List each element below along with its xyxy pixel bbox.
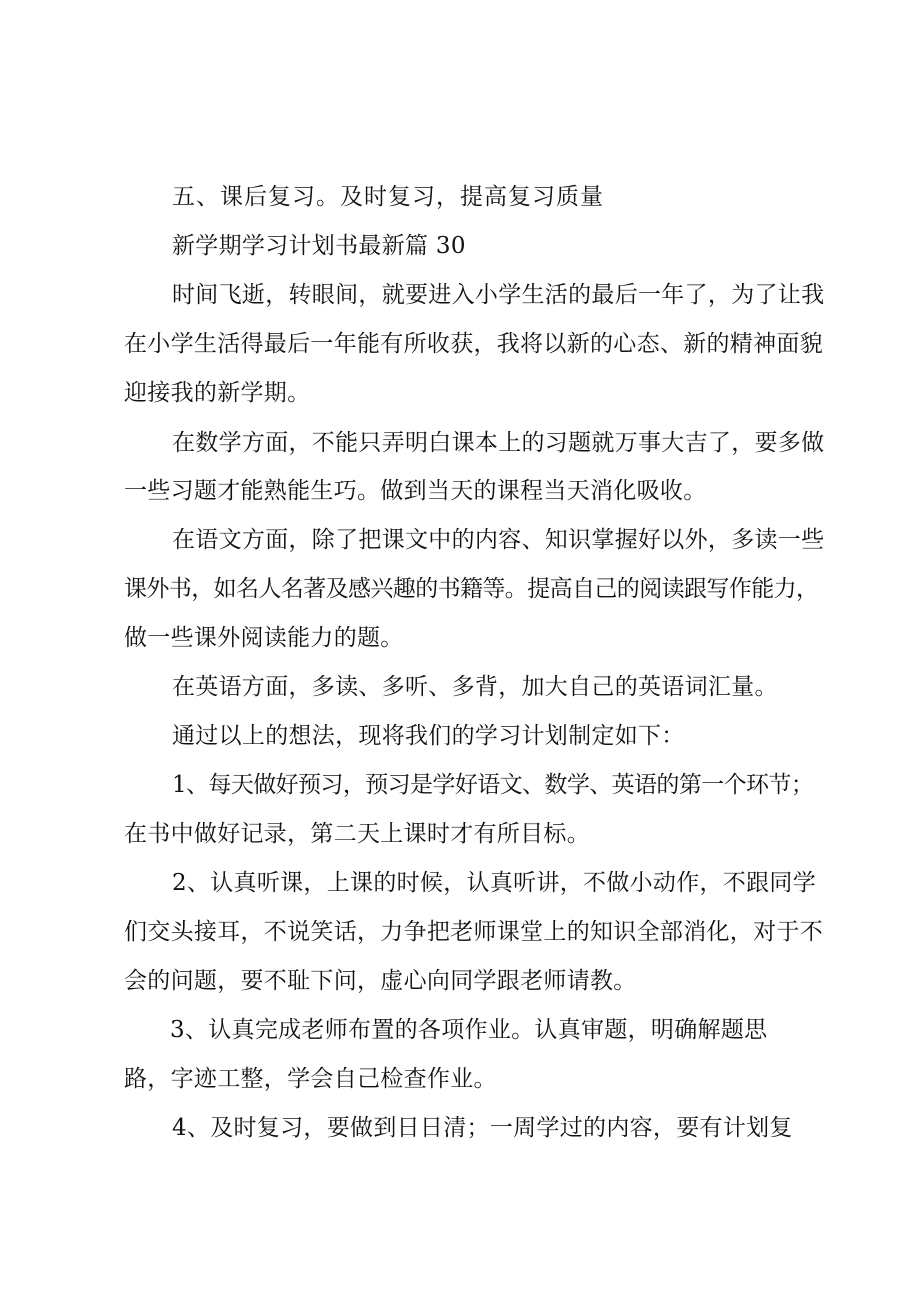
paragraph-chinese-line-1: 在语文方面，除了把课文中的内容、知识掌握好以外，多读一些 bbox=[172, 527, 825, 553]
paragraph-intro-line-2: 在小学生活得最后一年能有所收获，我将以新的心态、新的精神面貌 bbox=[124, 331, 823, 357]
paragraph-math-line-2: 一些习题才能熟能生巧。做到当天的课程当天消化吸收。 bbox=[124, 478, 707, 504]
plan-item-2-line-1: 2、认真听课，上课的时候，认真听讲，不做小动作，不跟同学 bbox=[172, 870, 817, 896]
paragraph-math-line-1: 在数学方面，不能只弄明白课本上的习题就万事大吉了，要多做 bbox=[172, 430, 825, 456]
plan-item-2-line-2: 们交头接耳，不说笑话，力争把老师课堂上的知识全部消化，对于不 bbox=[124, 919, 823, 945]
plan-item-2-line-3: 会的问题，要不耻下问，虚心向同学跟老师请教。 bbox=[124, 968, 637, 994]
paragraph-english: 在英语方面，多读、多听、多背，加大自己的英语词汇量。 bbox=[172, 674, 778, 700]
section-5-heading: 五、课后复习。及时复习，提高复习质量 bbox=[172, 184, 604, 210]
paragraph-chinese-line-2: 课外书，如名人名著及感兴趣的书籍等。提高自己的阅读跟写作能力， bbox=[124, 576, 819, 602]
plan-item-3-line-2: 路，字迹工整，学会自己检查作业。 bbox=[124, 1066, 497, 1092]
paragraph-chinese-line-3: 做一些课外阅读能力的题。 bbox=[124, 625, 404, 651]
article-title: 新学期学习计划书最新篇 30 bbox=[172, 233, 466, 259]
plan-item-1-line-2: 在书中做好记录，第二天上课时才有所目标。 bbox=[124, 821, 590, 847]
paragraph-intro-line-1: 时间飞逝，转眼间，就要进入小学生活的最后一年了，为了让我 bbox=[172, 282, 825, 308]
paragraph-plan-intro: 通过以上的想法，现将我们的学习计划制定如下： bbox=[172, 723, 685, 749]
plan-item-1-line-1: 1、每天做好预习，预习是学好语文、数学、英语的第一个环节； bbox=[172, 772, 814, 798]
plan-item-4-line-1: 4、及时复习，要做到日日清；一周学过的内容，要有计划复 bbox=[172, 1115, 793, 1141]
paragraph-intro-line-3: 迎接我的新学期。 bbox=[124, 380, 311, 406]
plan-item-3-line-1: 3、认真完成老师布置的各项作业。认真审题，明确解题思 bbox=[170, 1017, 768, 1043]
